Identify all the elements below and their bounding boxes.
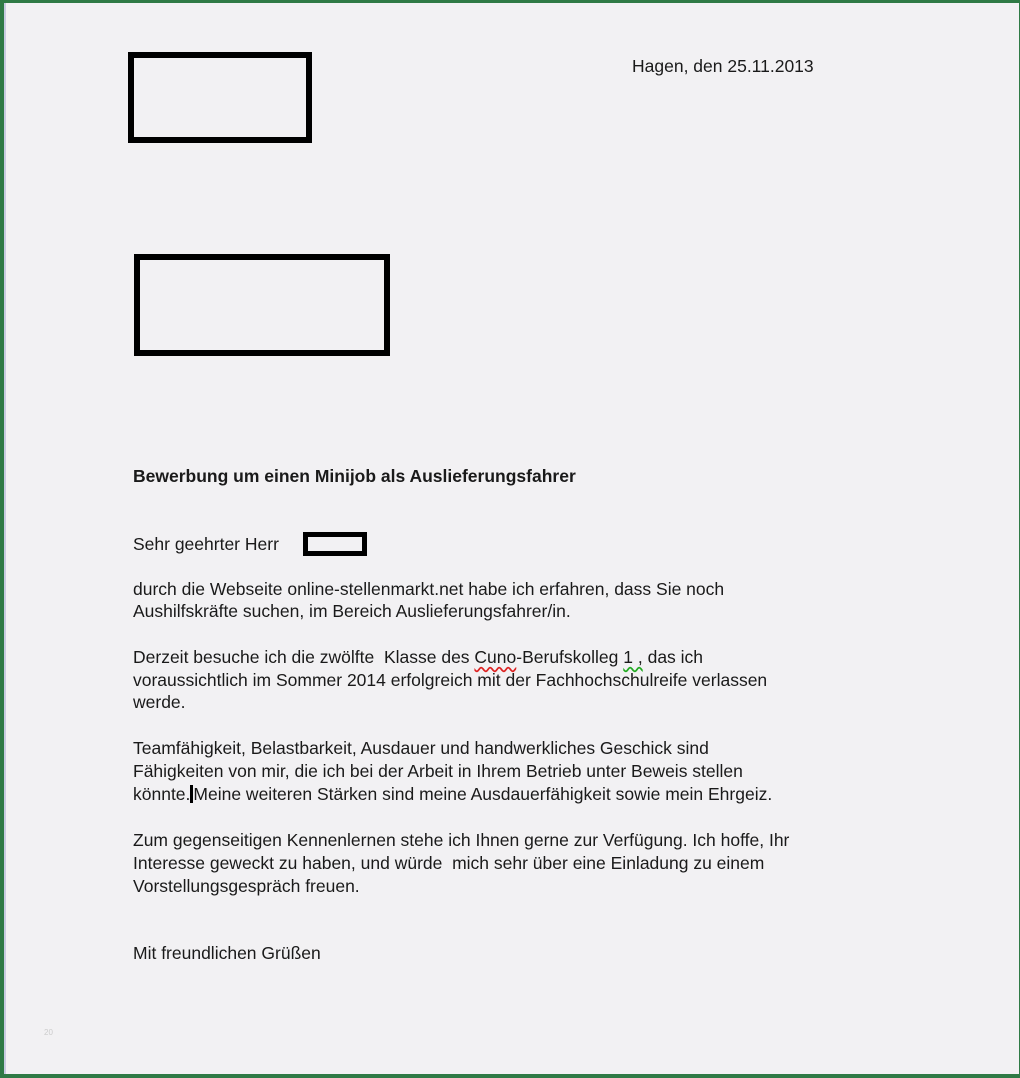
paragraph-3-line-1: Teamfähigkeit, Belastbarkeit, Ausdauer und handwerkliches Geschick sind <box>133 738 709 758</box>
grammar-mark: 1 , <box>623 647 643 667</box>
text: das ich <box>642 647 704 667</box>
text: Meine weiteren Stärken sind meine Ausdauerfähigkeit sowie mein Ehrgeiz. <box>193 784 773 804</box>
page-number: 20 <box>44 1028 53 1037</box>
paragraph-1-line-2: Aushilfskräfte suchen, im Bereich Auslieferungsfahrer/in. <box>133 601 571 621</box>
redacted-sender-box <box>128 52 312 143</box>
text: -Berufskolleg <box>516 647 624 667</box>
place-date: Hagen, den 25.11.2013 <box>632 56 814 76</box>
paragraph-3-line-3 <box>133 783 772 806</box>
redacted-recipient-box <box>134 254 390 356</box>
paragraph-1-line-1: durch die Webseite online-stellenmarkt.net habe ich erfahren, dass Sie noch <box>133 579 725 599</box>
closing: Mit freundlichen Grüßen <box>133 943 321 963</box>
paragraph-4-line-2: Interesse geweckt zu haben, und würde mich sehr über eine Einladung zu einem <box>133 853 765 873</box>
salutation: Sehr geehrter Herr <box>133 534 279 554</box>
paragraph-2-line-2: voraussichtlich im Sommer 2014 erfolgreich mit der Fachhochschulreife verlassen <box>133 670 768 690</box>
text: Derzeit besuche ich die zwölfte Klasse des <box>133 647 475 667</box>
paragraph-4-line-1: Zum gegenseitigen Kennenlernen stehe ich Ihnen gerne zur Verfügung. Ich hoffe, Ihr <box>133 830 790 850</box>
redacted-name-box <box>303 532 367 556</box>
subject-line: Bewerbung um einen Minijob als Auslieferungsfahrer <box>133 466 576 486</box>
text: könnte. <box>133 784 191 804</box>
paragraph-2-line-3: werde. <box>133 692 186 712</box>
paragraph-2-line-1 <box>133 646 703 669</box>
paragraph-4-line-3: Vorstellungsgespräch freuen. <box>133 876 360 896</box>
spellcheck-word: Cuno <box>474 647 517 667</box>
document-page <box>4 3 1019 1074</box>
paragraph-3-line-2: Fähigkeiten von mir, die ich bei der Arbeit in Ihrem Betrieb unter Beweis stellen <box>133 761 743 781</box>
